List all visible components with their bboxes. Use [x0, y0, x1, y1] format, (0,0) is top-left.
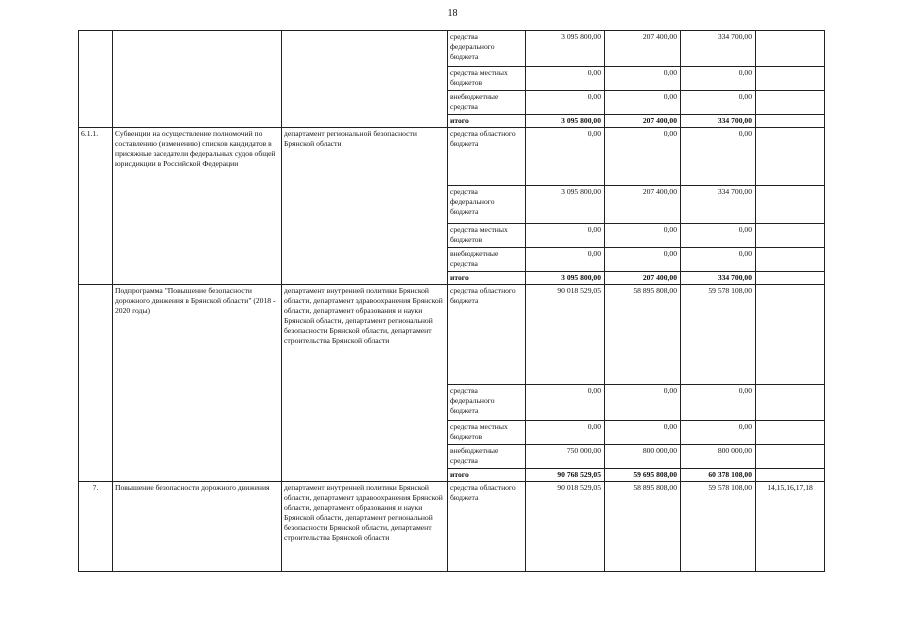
amount-2018-cell: 0,00: [526, 421, 605, 445]
target-indicator-cell: [756, 224, 825, 248]
amount-2019-cell: 0,00: [605, 91, 681, 115]
target-indicator-cell: [756, 91, 825, 115]
target-indicator-cell: 14,15,16,17,18: [756, 482, 825, 572]
amount-2018-cell: 0,00: [526, 128, 605, 186]
amount-2018-cell: 3 095 800,00: [526, 31, 605, 67]
amount-2020-cell: 334 700,00: [681, 115, 756, 128]
amount-2020-cell: 0,00: [681, 91, 756, 115]
funding-source-cell: средства областного бюджета: [448, 285, 526, 385]
amount-2019-cell: 0,00: [605, 67, 681, 91]
amount-2019-cell: 0,00: [605, 248, 681, 272]
target-indicator-cell: [756, 445, 825, 469]
amount-2019-cell: 0,00: [605, 421, 681, 445]
amount-2018-cell: 3 095 800,00: [526, 115, 605, 128]
amount-2019-cell: 0,00: [605, 224, 681, 248]
funding-source-cell: средства местных бюджетов: [448, 67, 526, 91]
amount-2018-cell: 90 018 529,05: [526, 285, 605, 385]
responsible-cell: департамент региональной безопасности Брянской области: [282, 128, 448, 285]
table-row: [79, 482, 825, 572]
amount-2020-cell: 334 700,00: [681, 31, 756, 67]
amount-2020-cell: 0,00: [681, 248, 756, 272]
target-indicator-cell: [756, 115, 825, 128]
amount-2020-cell: 334 700,00: [681, 272, 756, 285]
amount-2020-cell: 0,00: [681, 128, 756, 186]
table-row: [79, 285, 825, 385]
funding-source-cell: итого: [448, 272, 526, 285]
funding-source-cell: средства местных бюджетов: [448, 421, 526, 445]
amount-2018-cell: 3 095 800,00: [526, 272, 605, 285]
amount-2018-cell: 0,00: [526, 385, 605, 421]
table-row: [79, 31, 825, 67]
amount-2020-cell: 0,00: [681, 224, 756, 248]
target-indicator-cell: [756, 421, 825, 445]
amount-2019-cell: 58 895 808,00: [605, 482, 681, 572]
target-indicator-cell: [756, 186, 825, 224]
amount-2019-cell: 207 400,00: [605, 31, 681, 67]
page-number: 18: [447, 8, 458, 19]
funding-source-cell: средства федерального бюджета: [448, 31, 526, 67]
amount-2019-cell: 207 400,00: [605, 115, 681, 128]
amount-2019-cell: 207 400,00: [605, 186, 681, 224]
measure-name-cell: Подпрограмма "Повышение безопасности дорожного движения в Брянской области" (2018 - 2020 годы): [113, 285, 282, 482]
funding-source-cell: средства федерального бюджета: [448, 385, 526, 421]
amount-2018-cell: 90 768 529,05: [526, 469, 605, 482]
funding-source-cell: средства местных бюджетов: [448, 224, 526, 248]
target-indicator-cell: [756, 385, 825, 421]
amount-2020-cell: 59 578 108,00: [681, 285, 756, 385]
amount-2018-cell: 0,00: [526, 67, 605, 91]
amount-2020-cell: 0,00: [681, 67, 756, 91]
row-number-cell: 6.1.1.: [79, 128, 113, 285]
funding-source-cell: внебюджетные средства: [448, 91, 526, 115]
funding-source-cell: средства федерального бюджета: [448, 186, 526, 224]
funding-source-cell: средства областного бюджета: [448, 482, 526, 572]
measure-name-cell: Повышение безопасности дорожного движения: [113, 482, 282, 572]
row-number-cell: 7.: [79, 482, 113, 572]
responsible-cell: департамент внутренней политики Брянской области, департамент здравоохранения Брянской области, департамент образования и науки Брянской области, департамент региональной безопасности Брянской области, департамент строительства Брянской области: [282, 285, 448, 482]
amount-2018-cell: 90 018 529,05: [526, 482, 605, 572]
amount-2019-cell: 59 695 808,00: [605, 469, 681, 482]
target-indicator-cell: [756, 31, 825, 67]
amount-2018-cell: 0,00: [526, 224, 605, 248]
amount-2020-cell: 800 000,00: [681, 445, 756, 469]
responsible-cell: департамент внутренней политики Брянской области, департамент здравоохранения Брянской области, департамент образования и науки Брянской области, департамент региональной безопасности Брянской области, департамент строительства Брянской области: [282, 482, 448, 572]
funding-source-cell: внебюджетные средства: [448, 248, 526, 272]
amount-2020-cell: 334 700,00: [681, 186, 756, 224]
budget-table: [78, 30, 825, 572]
responsible-cell: [282, 31, 448, 128]
amount-2019-cell: 207 400,00: [605, 272, 681, 285]
funding-source-cell: внебюджетные средства: [448, 445, 526, 469]
amount-2019-cell: 800 000,00: [605, 445, 681, 469]
row-number-cell: [79, 285, 113, 482]
funding-source-cell: итого: [448, 469, 526, 482]
target-indicator-cell: [756, 285, 825, 385]
row-number-cell: [79, 31, 113, 128]
amount-2019-cell: 58 895 808,00: [605, 285, 681, 385]
amount-2018-cell: 0,00: [526, 91, 605, 115]
amount-2018-cell: 3 095 800,00: [526, 186, 605, 224]
amount-2020-cell: 60 378 108,00: [681, 469, 756, 482]
amount-2020-cell: 59 578 108,00: [681, 482, 756, 572]
amount-2019-cell: 0,00: [605, 128, 681, 186]
measure-name-cell: Субвенции на осуществление полномочий по составлению (изменению) списков кандидатов в присяжные заседатели федеральных судов общей юрисдикции в Российской Федерации: [113, 128, 282, 285]
amount-2020-cell: 0,00: [681, 421, 756, 445]
funding-source-cell: итого: [448, 115, 526, 128]
amount-2018-cell: 0,00: [526, 248, 605, 272]
target-indicator-cell: [756, 272, 825, 285]
measure-name-cell: [113, 31, 282, 128]
funding-source-cell: средства областного бюджета: [448, 128, 526, 186]
table-row: [79, 128, 825, 186]
target-indicator-cell: [756, 67, 825, 91]
amount-2019-cell: 0,00: [605, 385, 681, 421]
target-indicator-cell: [756, 128, 825, 186]
target-indicator-cell: [756, 248, 825, 272]
amount-2020-cell: 0,00: [681, 385, 756, 421]
target-indicator-cell: [756, 469, 825, 482]
amount-2018-cell: 750 000,00: [526, 445, 605, 469]
